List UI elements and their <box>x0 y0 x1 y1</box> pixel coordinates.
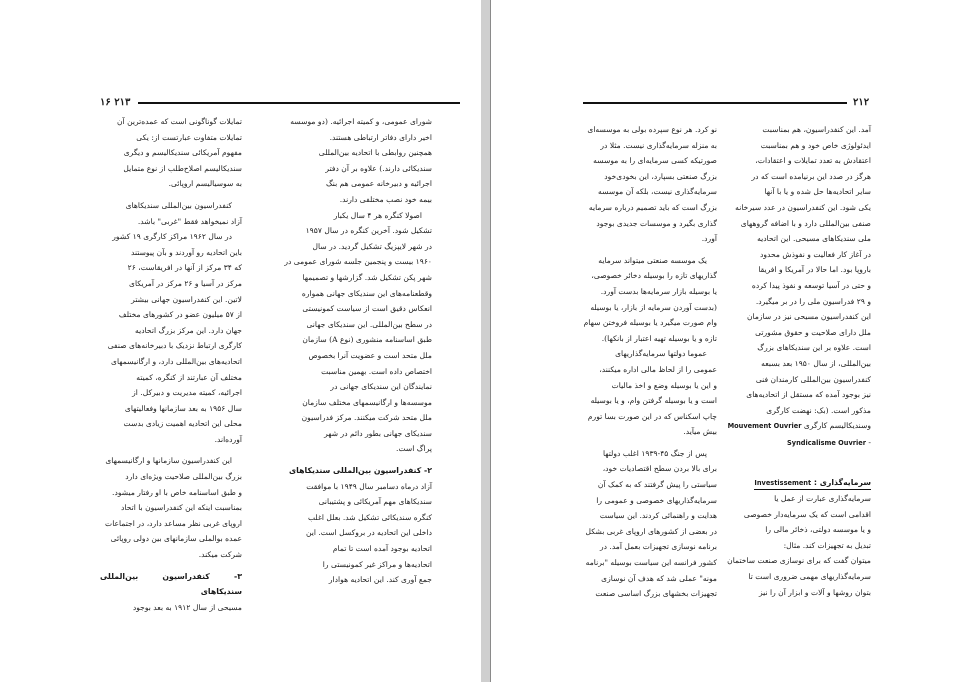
heading-latin: Investissement <box>754 479 812 488</box>
right-page-right-column <box>727 122 871 597</box>
text-line: عموما دولتها سرمایه‌گذاریهای <box>615 349 707 359</box>
text-line: آورده‌اند. <box>214 434 242 444</box>
text-line: جهان دارد. این مرکز بزرگ اتحادیه <box>135 325 242 335</box>
left-page-right-column <box>256 114 432 584</box>
text-line: کارگری ارتباط نزدیک با دبیرخانه‌های صنفی <box>107 341 242 351</box>
section-heading <box>727 475 871 491</box>
text-line: اتحادیه‌ها و مراکز غیر کمونیستی را <box>322 559 432 569</box>
text-line: تشکیل شود. آخرین کنگره در سال ۱۹۵۷ <box>305 226 432 236</box>
text-line: میتوان گفت که برای نوسازی صنعت ساختمان <box>727 556 871 566</box>
text-line: برای بالا بردن سطح اقتصادیات خود، <box>602 464 717 474</box>
left-page-header <box>100 98 460 112</box>
text-line: تبدیل به تجهیزات کند. مثال: <box>783 540 871 550</box>
text-line: لاتین. این کنفدراسیون جهانی بیشتر <box>131 294 242 304</box>
section-heading: ۳- کنفدراسیون بین‌المللی سندیکاهای <box>100 571 242 597</box>
text-line: شهر پکن تشکیل شد. گزارشها و تصمیمها <box>302 272 432 282</box>
text-line: چاپ اسکناس که در این صورت بسا تورم <box>587 411 717 421</box>
text-line: بزرگ صنعتی بسپارد، این بخودی‌خود <box>604 171 717 181</box>
text-line: از ۵۷ میلیون عضو در کشورهای مختلف <box>118 310 242 320</box>
right-page <box>491 0 958 682</box>
latin-term: Syndicalisme Ouvrier <box>787 438 867 447</box>
text-fragment: وسندیکالیسم کارگری <box>803 421 871 431</box>
text-line: این کنفدراسیون مسیحی نیز در سازمان <box>746 312 871 322</box>
text-line: و حتی در آسیا توسعه و نفوذ پیدا کرده <box>751 280 871 290</box>
text-line: است. علاوه بر این سندیکاهای بزرگ <box>757 343 871 353</box>
text-line: بیش میآید. <box>683 427 717 437</box>
heading-text: سرمایه‌گذاری <box>819 478 871 488</box>
text-line: مختلف آن عبارتند از کنگره، کمیته <box>136 372 242 382</box>
text-line: و طبق اساسنامه خاص با او رفتار میشود. <box>112 487 242 497</box>
text-line: (بدست آوردن سرمایه از بازار، یا بوسیله <box>590 302 717 312</box>
text-line: در آغاز کار فعالیت و نفوذش محدود <box>759 249 871 259</box>
text-line: سندیکای جهانی بطور دائم در شهر <box>324 428 432 438</box>
text-line: تمایلات متفاوت عبارتست از: یکی <box>136 132 242 142</box>
text-line: مرکز در آسیا و ۲۶ مرکز در آمریکای <box>129 278 242 288</box>
text-line: نیز بوجود آمده که مستقل از اتحادیه‌های <box>746 390 871 400</box>
text-line: صنفی بین‌المللی دارد و با اضافه گروههای <box>740 218 871 228</box>
text-line: ملل متحد شرکت میکنند. مرکز فدراسیون <box>301 413 432 423</box>
text-line: اروپای غربی نظر مساعد دارد، در اجتماعات <box>105 518 242 528</box>
text-line: در سال ۱۹۶۲ مراکز کارگری ۱۹ کشور <box>112 232 232 242</box>
text-line: پراگ است. <box>396 444 432 454</box>
latin-term-line <box>727 418 871 435</box>
text-line: است و یا بوسیله گرفتن وام، و یا بوسیله <box>590 396 717 406</box>
text-line: تجهیزات بخشهای بزرگ اساسی صنعت <box>595 589 717 599</box>
text-line: ۱۹۶۰ بیست و پنجمین جلسه شورای عمومی در <box>284 257 432 267</box>
book-gutter <box>481 0 490 682</box>
text-line: مذکور است. (بک: نهضت کارگری <box>766 405 871 415</box>
text-line: سال ۱۹۵۶ به بعد سازمانها وفعالیتهای <box>124 403 242 413</box>
text-line: سرمایه‌گذاری نیست، بلکه آن موسسه <box>598 187 717 197</box>
text-line: بیمه خود نصب مختلفی دارند. <box>339 194 432 204</box>
text-line: یا بوسیله بازار سرمایه‌ها بدست آورد. <box>600 286 717 296</box>
text-line: آمد. این کنفدراسیون، هم بمناسبت <box>762 125 871 134</box>
text-line: عمومی را از لحاظ مالی اداره میکنند، <box>599 364 717 374</box>
text-line: ملل دارای صلاحیت و حقوق مشورتی <box>755 327 871 337</box>
left-header-rule <box>138 102 460 104</box>
text-line: نمایندگان این سندیکای جهانی در <box>330 382 432 392</box>
text-line: بتوان روشها و آلات و ابزار آن را نیز <box>758 587 871 597</box>
text-line: ایدئولوژی خاص خود و هم بمناسبت <box>760 140 871 150</box>
text-line: انعکاس دقیق است از سیاست کمونیستی <box>302 304 432 314</box>
text-line: بین‌المللی، از سال ۱۹۵۰ بعد بسبعه <box>761 358 871 368</box>
text-line: سندیکالیسم اصلاح‌طلب از نوع متمایل <box>123 163 242 173</box>
text-line: وام صورت میگیرد یا بوسیله فروختن سهام <box>583 318 717 328</box>
text-line: طبق اساسنامه منشوری (نوع A) سازمان <box>302 335 432 345</box>
text-line: سندیکائی دارند.) علاوه بر آن دفتر <box>325 163 432 173</box>
right-header-rule <box>583 102 847 104</box>
latin-term-line: - Syndicalisme Ouvrier <box>787 437 871 447</box>
text-line: این کنفدراسیون سازمانها و ارگانیسمهای <box>105 456 232 466</box>
text-line: سندیکاهای مهم آمریکائی و پشتیبانی <box>318 497 432 507</box>
text-line: یکی شود. این کنفدراسیون در عدد سیرخانه <box>735 202 871 212</box>
heading-underline: سرمایه‌گذاری : Investissement <box>754 477 871 490</box>
text-line: به منزله سرمایه‌گذاری نیست. مثلا در <box>600 140 717 150</box>
text-line: آزاد درماه دسامبر سال ۱۹۴۹ با موافقت <box>306 481 432 491</box>
text-line: بزرگ است که باید تصمیم درباره سرمایه <box>588 202 717 212</box>
text-line: اعتقادش به تعدد تمایلات و اعتقادات، <box>755 156 871 166</box>
text-line: جمع آوری کند. این اتحادیه هوادار <box>328 575 432 585</box>
text-line: ملی سندیکاهای مسیحی. این اتحادیه <box>757 234 871 244</box>
text-line: شورای عمومی، و کمیته اجرائیه. (دو موسسه <box>290 117 432 126</box>
text-line: در بعضی از کشورهای اروپای غربی بشکل <box>585 526 717 536</box>
right-page-left-column <box>581 122 717 599</box>
text-line: تمایلات گوناگونی است که عمده‌ترین آن <box>116 117 242 126</box>
text-line: سرمایه‌گذاری عبارت از عمل یا <box>774 494 871 504</box>
text-line: هدایت و راهنمائی کردند. این سیاست <box>599 511 717 521</box>
text-line: به سوسیالیسم اروپائی. <box>168 179 242 189</box>
left-page-number: ۱۶ ۲۱۳ <box>100 97 131 108</box>
right-page-number: ۲۱۲ <box>853 97 870 108</box>
text-line: داخلی این اتحادیه در بروکسل است. این <box>305 528 432 538</box>
text-line: بزرگ بین‌المللی صلاحیت ویژه‌ای دارد <box>125 472 242 482</box>
text-line: اتحادیه‌های بین‌المللی دارد، و ارگانیسمهای <box>111 356 242 366</box>
text-line: باروپا بود. اما حالا در آمریکا و افریقا <box>758 265 871 275</box>
text-line: نو کرد. هر نوع سپرده‌ بولی به موسسه‌ای <box>587 125 717 134</box>
text-line: همچنین روابطی با اتحادیه بین‌المللی <box>318 148 432 158</box>
text-line: مسیحی از سال ۱۹۱۲ به بعد بوجود <box>132 602 242 612</box>
text-line: گذاری بگیرد و موسسات جدیدی بوجود <box>596 218 717 228</box>
text-line: مونه" عملی شد که هدف آن نوسازی <box>601 573 717 583</box>
text-line: اقدامی است که یک سرمایه‌دار خصوصی <box>743 509 871 519</box>
text-line: آورد. <box>701 234 717 244</box>
text-line: پس از جنگ ۴۵-۱۹۳۹ اغلب دولتها <box>602 448 707 458</box>
text-line: کنگره سندیکائی تشکیل شد. بعلل اغلب <box>307 512 432 522</box>
text-line: سرمایه‌گذاریهای مهمی ضروری است تا <box>748 572 871 582</box>
text-line: کنفدراسیون بین‌المللی کارمندان فنی <box>755 374 871 384</box>
text-line: آزاد نمیخواهد فقط "غربی" باشد. <box>137 216 242 226</box>
text-line: بمناسبت اینکه این کنفدراسیون با اتحاد <box>121 503 242 513</box>
text-line: اجرائیه، کمیته مدیریت و دبیرکل. از <box>132 388 242 398</box>
text-line: مفهوم آمریکائی سندیکالیسم و دیگری <box>123 148 242 158</box>
text-line: و این یا بوسیله وضع و اخذ مالیات <box>611 380 717 390</box>
text-line: اصولا کنگره هر ۴ سال یکبار <box>333 210 422 220</box>
text-line: سایر اتحادیه‌ها حل شده و یا با آنها <box>764 187 871 197</box>
text-line: وقطعنامه‌های این سندیکای جهانی همواره <box>301 288 432 298</box>
text-line: سرمایه‌گذاریهای خصوصی و عمومی را <box>596 495 717 505</box>
text-line: برنامه نوسازی تجهیزات بعمل آمد. در <box>599 542 717 552</box>
text-line: اجرائیه و دبیرخانه عمومی هم بنگ <box>326 179 432 189</box>
text-line: صورتیکه کسی سرمایه‌ای را به موسسه <box>593 156 717 166</box>
text-line: در سطح بین‌المللی. این سندیکای جهانی <box>306 319 432 329</box>
right-page-header <box>583 98 895 112</box>
text-line: کنفدراسیون بین‌المللی سندیکاهای <box>125 200 232 210</box>
text-line: عمده بوالملی سازمانهای بین دولی روپائی <box>110 534 242 544</box>
text-line: که ۳۴ مرکز از آنها در افریقاست، ۲۶ <box>127 263 242 273</box>
text-line: اخیر دارای دفاتر ارتباطی هستند. <box>329 132 432 142</box>
text-line: سیاستی را پیش گرفتند که به کمک آن <box>597 480 717 490</box>
text-line: اختصاص داده است. بهمین مناسبت <box>321 366 432 376</box>
text-line: و ۲۹ فدراسیون ملی را در بر میگیرد. <box>755 296 871 306</box>
text-line: گذاریهای تازه را بوسیله دخائر خصوصی، <box>591 271 717 281</box>
text-line: هرگز در صدد این برنیامده است که در <box>751 171 871 181</box>
text-line: ملل متحد است و عضویت آنرا بخصوص <box>308 350 432 360</box>
text-line: یک موسسه صنعتی میتواند سرمایه <box>598 255 707 265</box>
text-line: شرکت میکند. <box>198 550 242 560</box>
text-line: باین اتحادیه رو آوردند و بآن پیوستند <box>131 247 242 257</box>
text-line: کشور فرانسه این سیاست بوسیله "برنامه <box>585 558 717 568</box>
latin-term: Mouvement Ouvrier <box>727 422 802 431</box>
text-line: اتحادیه بوجود آمده است تا تمام <box>332 544 432 554</box>
text-line: و یا موسسه دولتی، ذخائر مالی را <box>765 525 871 535</box>
text-line: محلی این اتحادیه اهمیت زیادی بدست <box>123 419 242 429</box>
text-line: موسسه‌ها و ارگانیسمهای مختلف سازمان <box>302 397 432 407</box>
text-line: تازه و یا بوسیله تهیه اعتبار از بانکها). <box>601 333 717 343</box>
text-line: در شهر لایپزیگ تشکیل گردید. در سال <box>312 241 432 251</box>
section-heading: ۲- کنفدراسیون بین‌المللی سندیکاهای <box>289 466 432 476</box>
left-page-left-column <box>100 114 242 612</box>
